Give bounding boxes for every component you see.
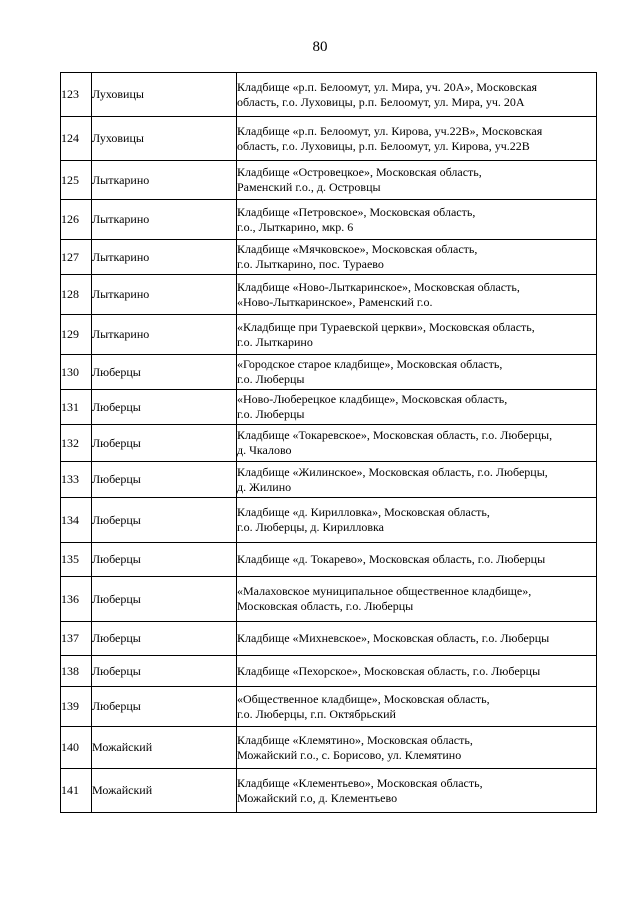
table-row: [61, 161, 597, 200]
table-row: [61, 390, 597, 425]
row-number: 126: [61, 200, 92, 240]
municipality-cell: Люберцы: [92, 656, 237, 687]
table-row: [61, 240, 597, 275]
row-number: 139: [61, 687, 92, 727]
cemetery-description-cell: [237, 240, 597, 275]
table-row: [61, 200, 597, 240]
row-number: 133: [61, 462, 92, 498]
cemetery-description-cell: [237, 462, 597, 498]
table-row: [61, 656, 597, 687]
row-number: 141: [61, 769, 92, 813]
cemetery-description-cell: [237, 117, 597, 161]
page-number: 80: [312, 39, 328, 55]
municipality-cell: Люберцы: [92, 498, 237, 543]
table-row: [61, 425, 597, 462]
municipality-cell: Лыткарино: [92, 315, 237, 355]
cemetery-description-cell: [237, 727, 597, 769]
cemetery-description-text: Кладбище «Мячковское», Московская область, г.о. Лыткарино, пос. Тураево: [237, 242, 478, 271]
municipality-cell: Лыткарино: [92, 161, 237, 200]
municipality-cell: Можайский: [92, 769, 237, 813]
cemetery-description-text: Кладбище «р.п. Белоомут, ул. Мира, уч. 20А», Московская область, г.о. Луховицы, р.п. Белоомут, ул. Мира, уч. 20А: [237, 79, 538, 109]
row-number: 124: [61, 117, 92, 161]
municipality-cell: Люберцы: [92, 462, 237, 498]
table-row: [61, 687, 597, 727]
cemetery-description-text: Кладбище «Михневское», Московская область, г.о. Люберцы: [237, 631, 550, 645]
cemetery-description-cell: [237, 355, 597, 390]
municipality-cell: Люберцы: [92, 543, 237, 577]
cemetery-description-cell: [237, 315, 597, 355]
cemetery-description-text: Кладбище «Клементьево», Московская область, Можайский г.о, д. Клементьево: [237, 775, 483, 805]
table-row: [61, 73, 597, 117]
cemetery-description-cell: [237, 577, 597, 622]
row-number: 136: [61, 577, 92, 622]
cemetery-description-text: Кладбище «Токаревское», Московская область, г.о. Люберцы, д. Чкалово: [237, 428, 553, 457]
row-number: 127: [61, 240, 92, 275]
table-row: [61, 622, 597, 656]
table-row: [61, 117, 597, 161]
cemetery-registry-table: [60, 72, 597, 813]
municipality-cell: Лыткарино: [92, 240, 237, 275]
cemetery-description-text: Кладбище «Пехорское», Московская область, г.о. Люберцы: [237, 663, 541, 678]
municipality-cell: Люберцы: [92, 390, 237, 425]
cemetery-description-cell: [237, 161, 597, 200]
cemetery-description-cell: [237, 622, 597, 656]
municipality-cell: Можайский: [92, 727, 237, 769]
row-number: 125: [61, 161, 92, 200]
table-row: [61, 275, 597, 315]
row-number: 129: [61, 315, 92, 355]
table-row: [61, 355, 597, 390]
row-number: 135: [61, 543, 92, 577]
cemetery-description-cell: [237, 200, 597, 240]
row-number: 128: [61, 275, 92, 315]
cemetery-description-cell: [237, 390, 597, 425]
municipality-cell: Луховицы: [92, 117, 237, 161]
cemetery-description-text: Кладбище «р.п. Белоомут, ул. Кирова, уч.22В», Московская область, г.о. Луховицы, р.п. Белоомут, ул. Кирова, уч.22В: [237, 123, 543, 153]
cemetery-description-text: «Городское старое кладбище», Московская область, г.о. Люберцы: [237, 357, 503, 386]
cemetery-description-text: «Кладбище при Тураевской церкви», Московская область, г.о. Лыткарино: [237, 319, 535, 349]
table-row: [61, 769, 597, 813]
cemetery-description-text: «Ново-Люберецкое кладбище», Московская область, г.о. Люберцы: [237, 392, 508, 421]
cemetery-description-cell: [237, 687, 597, 727]
table-row: [61, 727, 597, 769]
table-row: [61, 577, 597, 622]
cemetery-description-text: Кладбище «д. Токарево», Московская область, г.о. Люберцы: [237, 552, 546, 566]
row-number: 123: [61, 73, 92, 117]
cemetery-description-text: Кладбище «д. Кирилловка», Московская область, г.о. Люберцы, д. Кирилловка: [237, 505, 490, 534]
municipality-cell: Люберцы: [92, 577, 237, 622]
municipality-cell: Люберцы: [92, 425, 237, 462]
row-number: 132: [61, 425, 92, 462]
municipality-cell: Лыткарино: [92, 200, 237, 240]
municipality-cell: Лыткарино: [92, 275, 237, 315]
municipality-cell: Люберцы: [92, 355, 237, 390]
cemetery-description-text: Кладбище «Петровское», Московская область, г.о., Лыткарино, мкр. 6: [237, 204, 476, 234]
table-row: [61, 462, 597, 498]
table-row: [61, 543, 597, 577]
cemetery-description-text: Кладбище «Ново-Лыткаринское», Московская область, «Ново-Лыткаринское», Раменский г.о.: [237, 279, 520, 309]
cemetery-description-cell: [237, 425, 597, 462]
table-row: [61, 498, 597, 543]
cemetery-description-cell: [237, 769, 597, 813]
cemetery-description-cell: [237, 543, 597, 577]
row-number: 131: [61, 390, 92, 425]
municipality-cell: Люберцы: [92, 622, 237, 656]
cemetery-description-text: Кладбище «Клемятино», Московская область, Можайский г.о., с. Борисово, ул. Клемятино: [237, 732, 473, 762]
cemetery-description-cell: [237, 73, 597, 117]
cemetery-description-cell: [237, 498, 597, 543]
cemetery-description-cell: [237, 275, 597, 315]
row-number: 134: [61, 498, 92, 543]
municipality-cell: Луховицы: [92, 73, 237, 117]
row-number: 138: [61, 656, 92, 687]
cemetery-description-text: «Общественное кладбище», Московская область, г.о. Люберцы, г.п. Октябрьский: [237, 691, 490, 721]
cemetery-description-cell: [237, 656, 597, 687]
row-number: 140: [61, 727, 92, 769]
cemetery-description-text: Кладбище «Жилинское», Московская область, г.о. Люберцы, д. Жилино: [237, 464, 548, 494]
cemetery-description-text: «Малаховское муниципальное общественное кладбище», Московская область, г.о. Люберцы: [237, 584, 532, 613]
row-number: 130: [61, 355, 92, 390]
municipality-cell: Люберцы: [92, 687, 237, 727]
table-body: [61, 73, 597, 813]
cemetery-description-text: Кладбище «Островецкое», Московская область, Раменский г.о., д. Островцы: [237, 165, 482, 194]
row-number: 137: [61, 622, 92, 656]
table-row: [61, 315, 597, 355]
